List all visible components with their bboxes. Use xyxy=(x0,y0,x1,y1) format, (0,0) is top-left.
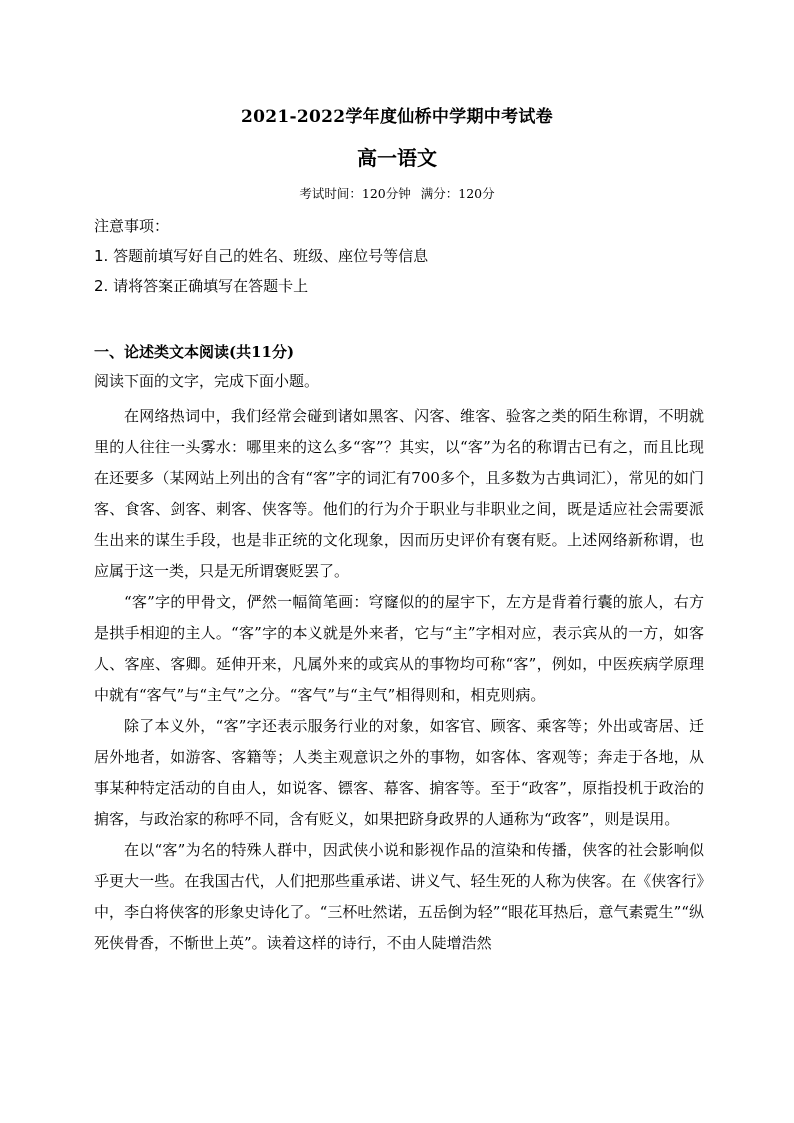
passage-paragraph: 在网络热词中，我们经常会碰到诸如黑客、闪客、维客、验客之类的陌生称谓，不明就里的人往往一头雾水：哪里来的这么多“客”？其实，以“客”为名的称谓古已有之，而且比现在还要多（某网站上列出的含有“客”字的词汇有700多个，且多数为古典词汇），常见的如门客、食客、剑客、刺客、侠客等。他们的行为介于职业与非职业之间，既是适应社会需要派生出来的谋生手段，也是非正统的文化现象，因而历史评价有褒有贬。上述网络新称谓，也应属于这一类，只是无所谓褒贬罢了。 xyxy=(94,407,704,580)
notes-heading: 注意事项： xyxy=(94,217,170,235)
notes-item: 2. 请将答案正确填写在答题卡上 xyxy=(94,277,309,295)
exam-meta xyxy=(0,186,794,202)
passage-paragraph: “客”字的甲骨文，俨然一幅简笔画：穹窿似的的屋宇下，左方是背着行囊的旅人，右方是拱手相迎的主人。“客”字的本义就是外来者，它与“主”字相对应，表示宾从的一方，如客人、客座、客卿。延伸开来，凡属外来的或宾从的事物均可称“客”，例如，中医疾病学原理中就有“客气”与“主气”之分。“客气”与“主气”相得则和，相克则病。 xyxy=(94,593,704,704)
section-title: 一、论述类文本阅读(共11分) xyxy=(94,343,295,361)
exam-time: 考试时间：120分钟 xyxy=(299,186,411,201)
passage-paragraph: 在以“客”为名的特殊人群中，因武侠小说和影视作品的渲染和传播，侠客的社会影响似乎更大一些。在我国古代，人们把那些重承诺、讲义气、轻生死的人称为侠客。在《侠客行》中，李白将侠客的形象史诗化了。“三杯吐然诺，五岳倒为轻”“眼花耳热后，意气素霓生”“纵死侠骨香，不惭世上英”。读着这样的诗行，不由人陡增浩然 xyxy=(94,841,704,952)
notes-block xyxy=(94,215,714,305)
notes-item: 1. 答题前填写好自己的姓名、班级、座位号等信息 xyxy=(94,247,429,265)
section-instruction: 阅读下面的文字，完成下面小题。 xyxy=(94,372,320,390)
reading-passage xyxy=(94,401,704,959)
exam-title: 2021-2022学年度仙桥中学期中考试卷 xyxy=(241,107,553,127)
exam-subject: 高一语文 xyxy=(357,146,437,170)
passage-paragraph: 除了本义外，“客”字还表示服务行业的对象，如客官、顾客、乘客等；外出或寄居、迁居外地者，如游客、客籍等；人类主观意识之外的事物，如客体、客观等；奔走于各地，从事某种特定活动的自由人，如说客、镖客、幕客、掮客等。至于“政客”，原指投机于政治的掮客，与政治家的称呼不同，含有贬义，如果把跻身政界的人通称为“政客”，则是误用。 xyxy=(94,717,704,828)
exam-score: 满分：120分 xyxy=(420,186,495,201)
